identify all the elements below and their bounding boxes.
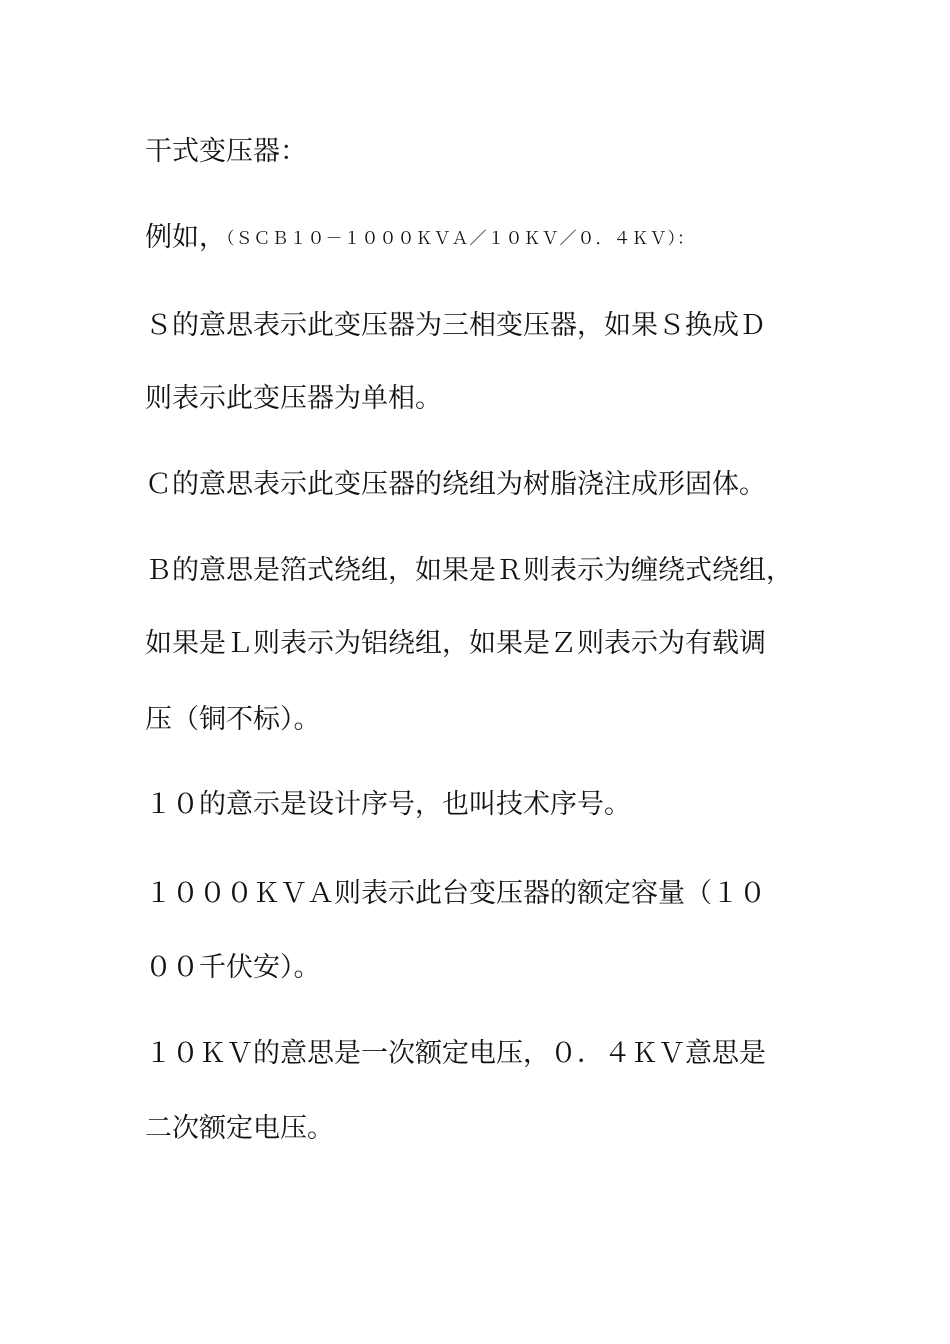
paragraph-line-2: 则表示此变压器为单相。 bbox=[145, 383, 442, 414]
heading-text: 干式变压器： bbox=[145, 136, 307, 167]
paragraph-line-7: １０的意示是设计序号，也叫技术序号。 bbox=[145, 789, 631, 820]
example-prefix: 例如， bbox=[145, 222, 226, 253]
paragraph-line-9: ００千伏安）。 bbox=[145, 952, 321, 983]
paragraph-line-11: 二次额定电压。 bbox=[145, 1113, 334, 1144]
paragraph-line-1: Ｓ的意思表示此变压器为三相变压器，如果Ｓ换成Ｄ bbox=[145, 310, 766, 341]
paragraph-line-6: 压（铜不标）。 bbox=[145, 704, 321, 735]
paragraph-line-5: 如果是Ｌ则表示为铝绕组，如果是Ｚ则表示为有载调 bbox=[145, 628, 766, 659]
paragraph-line-10: １０ＫＶ的意思是一次额定电压，０．４ＫＶ意思是 bbox=[145, 1038, 766, 1069]
paragraph-line-3: Ｃ的意思表示此变压器的绕组为树脂浇注成形固体。 bbox=[145, 469, 766, 500]
paragraph-line-8: １０００ＫＶＡ则表示此台变压器的额定容量（１０ bbox=[145, 878, 766, 909]
example-code: （ＳＣＢ１０－１０００ＫＶＡ／１０ＫＶ／０．４ＫＶ）： bbox=[226, 229, 695, 249]
paragraph-line-4: Ｂ的意思是箔式绕组，如果是Ｒ则表示为缠绕式绕组， bbox=[145, 555, 793, 586]
example-line bbox=[145, 220, 695, 257]
